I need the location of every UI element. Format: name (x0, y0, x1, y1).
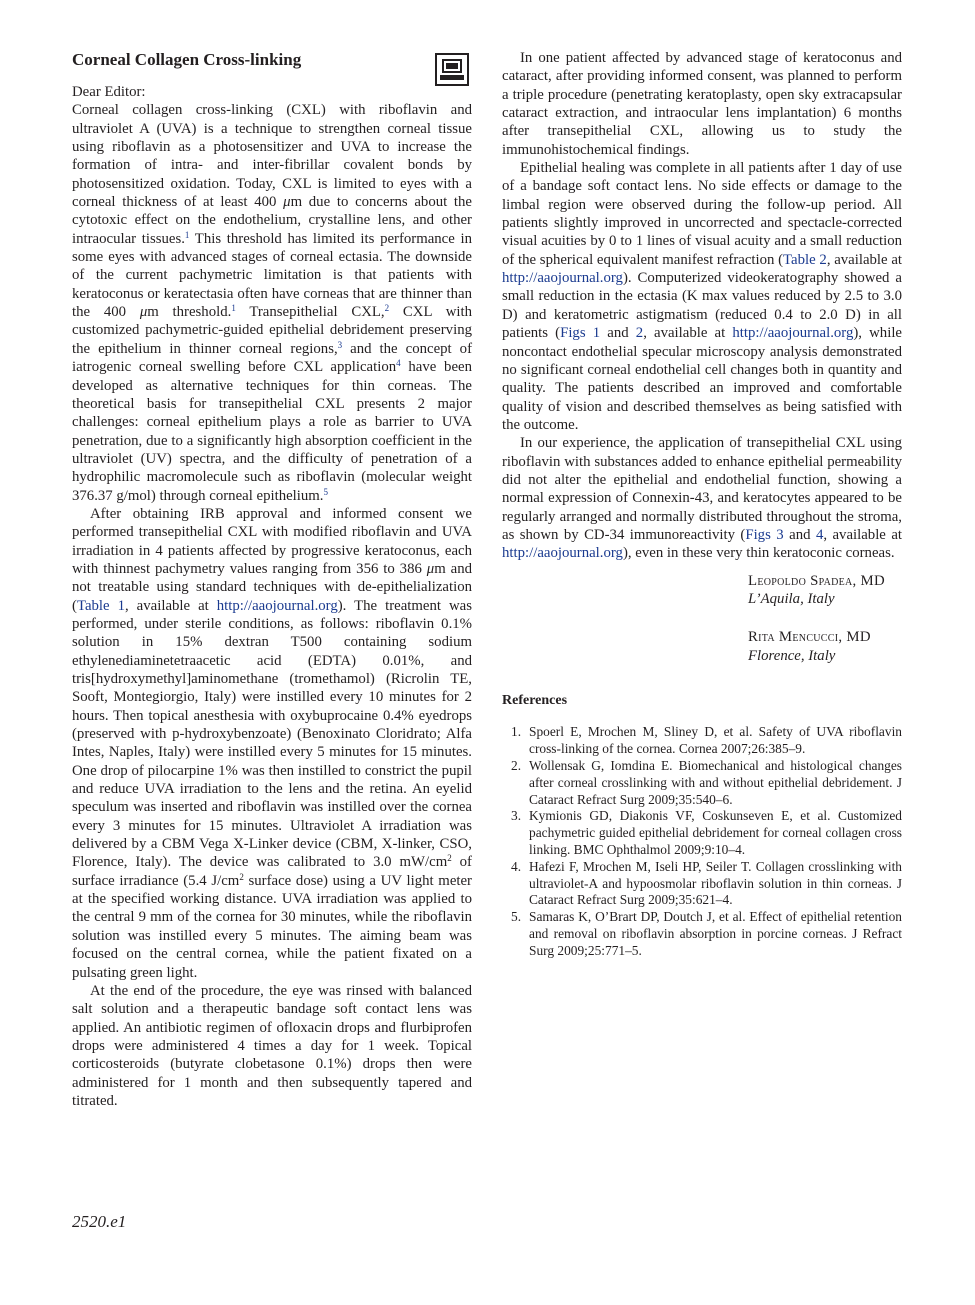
ref-citation[interactable]: 1 (184, 229, 190, 240)
figs-3-link[interactable]: Figs 3 (745, 526, 784, 543)
author-signature-2 (748, 628, 902, 665)
figs-1-link[interactable]: Figs 1 (560, 325, 601, 342)
salutation: Dear Editor: (72, 84, 146, 100)
reference-item: 2. Wollensak G, Iomdina E. Biomechanical and histological changes after corneal crosslinking with and without epithelial debridement. J Cataract Refract Surg 2009;35:540–6. (511, 757, 902, 807)
paragraph-conclusion: In our experience, the application of transepithelial CXL using riboflavin with substances added to enhance epithelial permeability did not alter the epithelial and endothelial function, showing a normal expression of Connexin-43, and keratocytes appeared to be regularly arranged and normally distributed throughout the stroma, as shown by CD-34 immunoreactivity (Figs 3 and 4, available at http://aaojournal.org), even in these very thin keratoconic corneas. (502, 435, 902, 562)
journal-url-link[interactable]: http://aaojournal.org (732, 325, 854, 342)
reference-item: 5. Samaras K, O’Brart DP, Doutch J, et al. Effect of epithelial retention and removal on riboflavin absorption in porcine corneas. J Refract Surg 2009;25:771–5. (511, 909, 902, 958)
reference-item: 4. Hafezi F, Mrochen M, Iseli HP, Seiler T. Collagen crosslinking with ultraviolet-A and hypoosmolar riboflavin solution in thin corneas. J Cataract Refract Surg 2009;35:621–4. (511, 858, 902, 908)
journal-url-link[interactable]: http://aaojournal.org (502, 545, 623, 562)
journal-url-link[interactable]: http://aaojournal.org (216, 597, 338, 614)
computer-monitor-icon (442, 59, 462, 73)
references-heading: References (502, 693, 568, 708)
article-right-column (502, 49, 902, 960)
ref-citation[interactable]: 4 (396, 358, 401, 369)
ref-citation[interactable]: 1 (231, 303, 236, 314)
ref-citation[interactable]: 5 (323, 486, 328, 497)
paragraph-intro: Corneal collagen cross-linking (CXL) with riboflavin and ultraviolet A (UVA) is a technique to strengthen corneal tissue using riboflavin as a photosensitizer and UVA to increase the formation of intra- and inter-fibrillar covalent bonds by photosensitized oxidation. Today, CXL is limited to eyes with a corneal thickness of at least 400 μm due to concerns about the cytotoxic effect on the endothelium, crystalline lens, and other intraocular tissues.$^1$ This threshold has limited its performance in some eyes with advanced stages of corneal ectasia. The downside of the current pachymetric limitation is that patients with keratoconus or keratectasia often have corneas that are thinner than the 400 μm threshold.$^1$ Transepithelial CXL,$^2$ CXL with customized pachymetric-guided epithelial debridement preserving the epithelium in thinner corneal regions,$^3$ and the concept of iatrogenic corneal swelling before CXL application$^4$ have been developed as alternative techniques for thin corneas. The theoretical basis for transepithelial CXL presents 2 major challenges: corneal epithelium plays a role as barrier to UVA penetration, due to a significantly high absorption coefficient in the ultraviolet (UV) spectra, and the difficulty of penetration of a hydrophilic macromolecule such as riboflavin (molecular weight 376.37 g/mol) through corneal epithelium.$^5$ (72, 102, 473, 504)
paragraph-results: Epithelial healing was complete in all patients after 1 day of use of a bandage soft contact lens. No side effects or damage to the limbal region were observed during the follow-up period. All patients slightly improved in uncorrected and spectacle-corrected visual acuities by 0 to 1 lines of visual acuity and a small reduction of the spherical equivalent manifest refraction (Table 2, available at http://aaojournal.org). Computerized videokeratography showed a small reduction in the ectasia (K max values reduced by 2.5 to 3.0 D) and keratometric astigmatism (reduced 0.4 to 2.0 D) in all patients (Figs 1 and 2, available at http://aaojournal.org), while noncontact endothelial specular microscopy analysis demonstrated no significant corneal endothelial cell changes both in quantity and quality. The patients described an improved and comfortable quality of vision and described themselves as being satisfied with the outcome. (502, 160, 902, 433)
page-number: 2520.e1 (72, 1212, 127, 1231)
author-name: Leopoldo Spadea, MD (748, 572, 885, 589)
paragraph-triple-procedure: In one patient affected by advanced stage of keratoconus and cataract, after providing informed consent, was planned to perform a triple procedure (penetrating keratoplasty, open sky extracapsular cataract extraction, and intraocular lens implantation) 6 months after transepithelial CXL, allowing us to study the immunohistochemical findings. (502, 50, 902, 158)
journal-url-link[interactable]: http://aaojournal.org (502, 270, 623, 287)
author-affiliation: Florence, Italy (748, 647, 836, 664)
table-1-link[interactable]: Table 1 (76, 597, 125, 614)
references-list (502, 724, 902, 959)
paragraph-methods: After obtaining IRB approval and informed consent we performed transepithelial CXL with modified riboflavin and UVA irradiation in 4 patients affected by progressive keratoconus, each with thinnest pachymetry values ranging from 356 to 386 μm and not treatable using standard techniques with de-epithelialization (Table 1, available at http://aaojournal.org). The treatment was performed, under sterile conditions, as follows: riboflavin 0.1% solution in 15% dextran T500 containing sodium ethylenediaminetetraacetic acid (EDTA) 0.01%, and tris[hydroxymethyl]aminomethane (tromethamol) (Ricrolin TE, Sooft, Montegiorgio, Italy) were instilled every 10 minutes for 2 hours. Then topical anesthesia with oxybuprocaine 0.4% eyedrops (preserved with p-hydroxybenzoate) (Benoxinato Cloridrato; Alfa Intes, Naples, Italy) were instilled every 5 minutes for 15 minutes. One drop of pilocarpine 1% was then instilled to constrict the pupil and reduce UVA irradiation to the lens and the retina. An eyelid speculum was inserted and riboflavin was instilled over the cornea every 3 minutes for 15 minutes. Ultraviolet A irradiation was delivered by a CBM Vega X-Linker device (CBM, X-linker, CSO, Florence, Italy). The device was calibrated to 3.0 $mW/cm^2$ of surface irradiance (5.4 $J/cm^2$ surface dose) using a UV light meter at the specified working distance. UVA irradiation was applied to the central 9 mm of the cornea for 30 minutes, while the riboflavin solution was instilled every 5 minutes. The aiming beam was focused on the central cornea, while the patient fixated on a pulsating green light. (72, 505, 472, 981)
author-name: Rita Mencucci, MD (748, 629, 871, 646)
ref-citation[interactable]: 3 (337, 339, 343, 350)
supplemental-material-icon (435, 53, 469, 86)
ref-citation[interactable]: 2 (384, 303, 390, 314)
paragraph-procedure-end: At the end of the procedure, the eye was rinsed with balanced salt solution and a therapeutic bandage soft contact lens was applied. An antibiotic regimen of ofloxacin drops and flurbiprofen drops were administered 4 times a day for 1 week. Topical corticosteroids (butyrate clobetasone 0.1%) drops then were administered for 1 month and then subsequently tapered and titrated. (72, 982, 472, 1109)
author-signature-1 (748, 572, 902, 609)
author-affiliation: L’Aquila, Italy (748, 590, 835, 607)
reference-item: 3. Kymionis GD, Diakonis VF, Coskunseven E, et al. Customized pachymetric guided epithelial debridement for corneal collagen cross linking. BMC Ophthalmol 2009;9:10–4. (511, 808, 902, 857)
article-title: Corneal Collagen Cross-linking (72, 50, 302, 69)
table-2-link[interactable]: Table 2 (783, 251, 827, 268)
fig-4-link[interactable]: 4 (815, 526, 824, 543)
reference-item: 1. Spoerl E, Mrochen M, Sliney D, et al. Safety of UVA riboflavin cross-linking of the cornea. Cornea 2007;26:385–9. (511, 724, 902, 757)
article-left-column (72, 49, 472, 1110)
fig-2-link[interactable]: 2 (635, 325, 644, 342)
